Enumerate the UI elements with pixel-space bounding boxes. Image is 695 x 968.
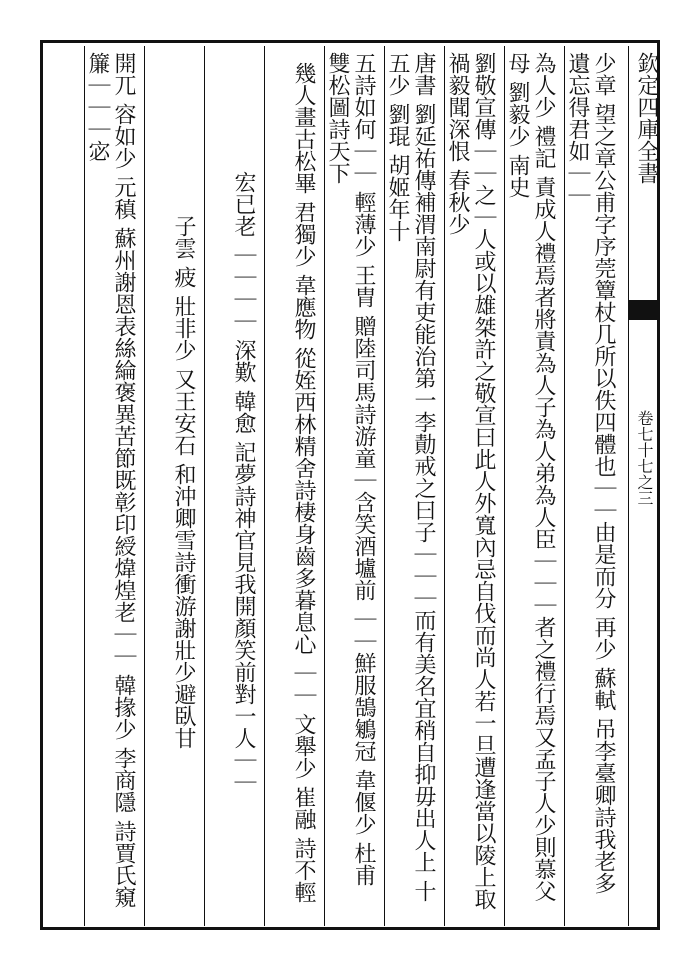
column-rule (264, 46, 265, 926)
text-column: 開兀 容如少 元稹 蘇州謝恩表絲綸褒異苦節既彰印綬煒煌老｜｜ 韓掾少 李商隱 詩賈氏窺簾｜｜｜宓 (85, 52, 136, 908)
book-title: 欽定四庫全書 (634, 52, 659, 184)
column-rule (564, 46, 565, 926)
text-column: 五詩如何｜｜ 輕薄少 王胄 贈陸司馬詩游童｜含笑酒壚前 ｜｜鮮服鵠鵴冠 韋偃少 杜甫 雙松圖詩天下 (325, 52, 376, 886)
text-column: 幾人畫古松畢 君獨少 韋應物 從姪西林精舍詩棲身齒多暮息心 ｜｜ 文舉少 崔融 詩不輕 (291, 61, 316, 903)
text-column: 劉敬宣傳｜｜之｜人或以雄桀許之敬宣曰此人外寬內忌自伐而尚人若一旦遭逢當以陵上取禍毅聞深恨 春秋少 (445, 52, 496, 910)
volume-label: 卷七十七之三 (635, 410, 654, 506)
column-rule (504, 46, 505, 926)
text-column: 宏已老 ｜｜｜｜ 深歎 韓愈 記夢詩神官見我開顏笑前對一人｜｜ (231, 171, 256, 793)
column-rule (444, 46, 445, 926)
column-rule (84, 46, 85, 926)
column-rule (204, 46, 205, 926)
column-rule (324, 46, 325, 926)
text-column: 少章 望之章公甫字序莞簟杖几所以佚四體也｜｜由是而分 再少 蘇軾 吊李臺卿詩我老多遺忘得君如｜｜ (565, 52, 616, 894)
text-column: 子雲 疲 壯非少 又王安石 和沖卿雪詩衝游謝壯少避臥甘 (171, 215, 196, 749)
text-column: 為人少 禮記 責成人禮焉者將責為人子為人弟為人臣｜｜｜者之禮行焉又孟子人少則慕父母 劉毅少 南史 (505, 52, 556, 902)
fishtail-mark (628, 300, 660, 320)
column-rule (384, 46, 385, 926)
column-rule (144, 46, 145, 926)
text-column: 唐書 劉延祐傳補渭南尉有吏能治第一李勣戒之曰子｜｜｜而有美名宜稍自抑毋出人上 十五少 劉琨 胡姬年十 (385, 52, 436, 902)
